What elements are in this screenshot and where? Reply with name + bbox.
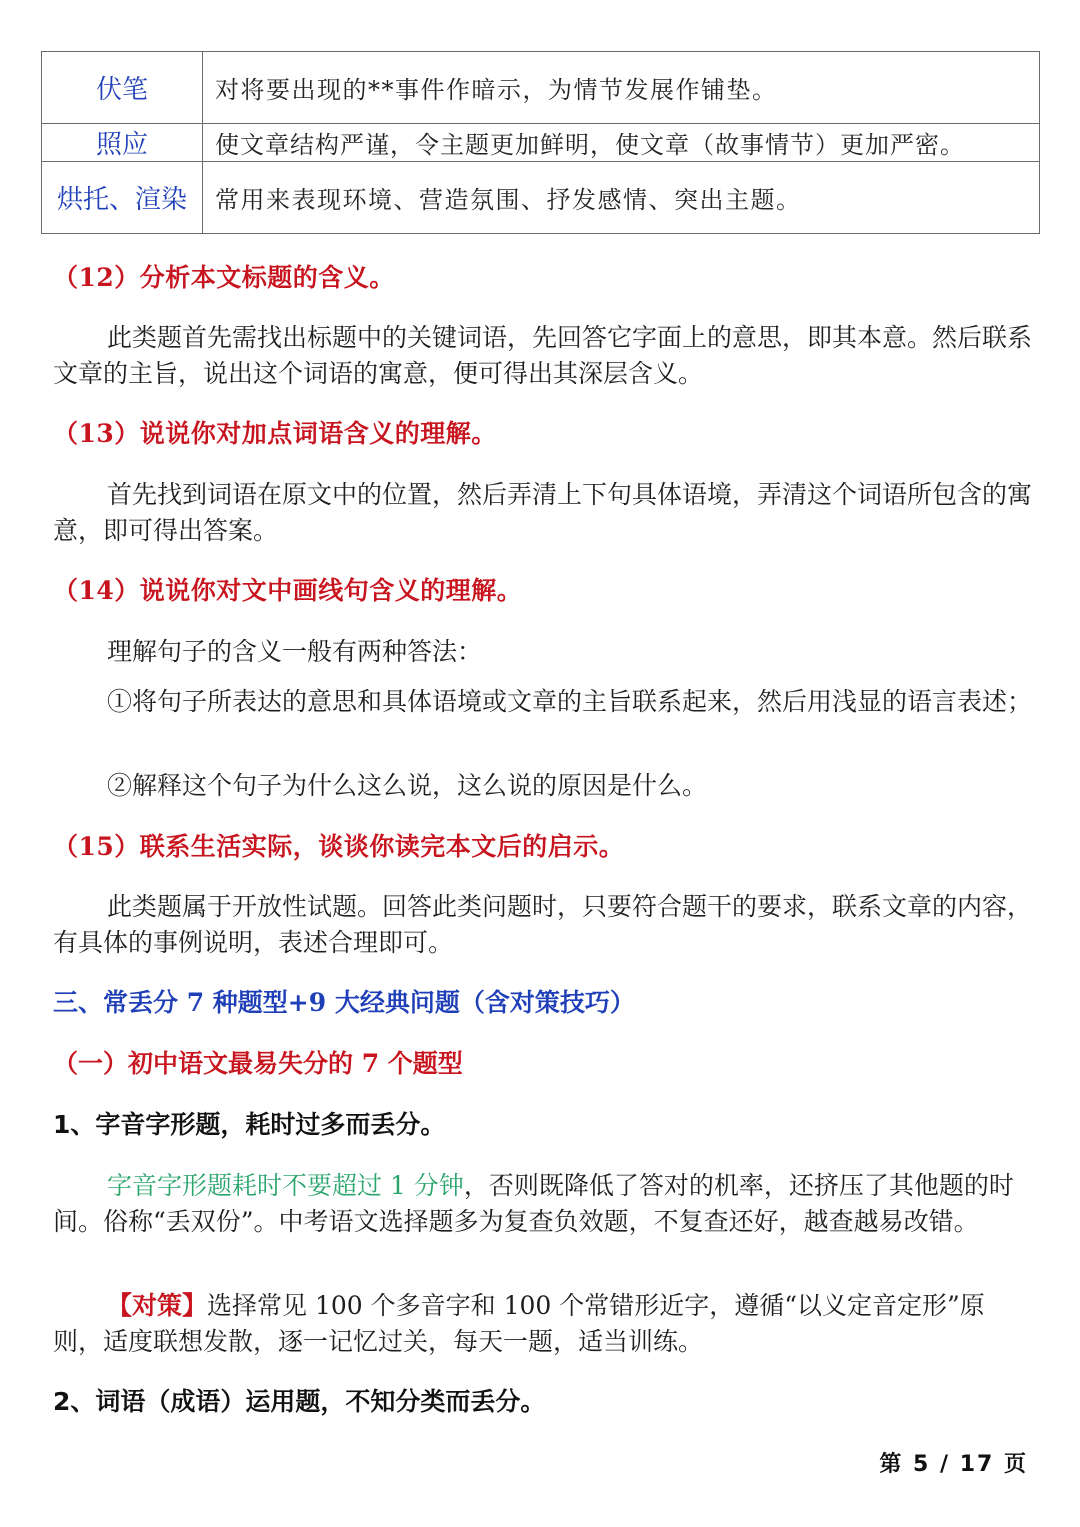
question-13-body: 首先找到词语在原文中的位置，然后弄清上下句具体语境，弄清这个词语所包含的寓意，即可得出答案。 [53, 480, 1033, 545]
question-14-item-2: ②解释这个句子为什么这么说，这么说的原因是什么。 [107, 771, 708, 800]
question-12-title: （12）分析本文标题的含义。 [53, 263, 395, 292]
desc-cell: 对将要出现的**事件作暗示，为情节发展作铺垫。 [203, 52, 1040, 124]
term-cell: 照应 [42, 124, 203, 162]
item-1-strategy [53, 1288, 1033, 1360]
item-1-heading: 1、字音字形题，耗时过多而丢分。 [53, 1110, 446, 1139]
question-15-title: （15）联系生活实际，谈谈你读完本文后的启示。 [53, 832, 625, 861]
term-cell: 烘托、渲染 [42, 162, 203, 234]
subsection-1-heading: （一）初中语文最易失分的 7 个题型 [53, 1049, 463, 1078]
highlight-text: 字音字形题耗时不要超过 1 分钟 [107, 1171, 464, 1200]
strategy-text: 选择常见 100 个多音字和 100 个常错形近字，遵循“以义定音定形”原则，适度联想发散，逐一记忆过关，每天一题，适当训练。 [53, 1291, 985, 1356]
question-12-body: 此类题首先需找出标题中的关键词语，先回答它字面上的意思，即其本意。然后联系文章的主旨，说出这个词语的寓意，便可得出其深层含义。 [53, 323, 1033, 388]
strategy-label: 【对策】 [107, 1291, 208, 1320]
question-13-title: （13）说说你对加点词语含义的理解。 [53, 419, 497, 448]
question-14-title: （14）说说你对文中画线句含义的理解。 [53, 576, 523, 605]
table-row [42, 162, 1040, 234]
literary-device-table [41, 51, 1040, 234]
term-cell: 伏笔 [42, 52, 203, 124]
desc-cell: 使文章结构严谨，令主题更加鲜明，使文章（故事情节）更加严密。 [203, 124, 1040, 162]
section-3-heading: 三、常丢分 7 种题型+9 大经典问题（含对策技巧） [53, 988, 635, 1017]
item-1-body [53, 1168, 1033, 1240]
item-1-body-text: ，否则既降低了答对的机率，还挤压了其他题的时间。俗称“丢双份”。中考语文选择题多为复查负效题，不复查还好，越查越易改错。 [53, 1171, 1014, 1236]
page-number: 第 5 / 17 页 [879, 1452, 1028, 1477]
desc-cell: 常用来表现环境、营造氛围、抒发感情、突出主题。 [203, 162, 1040, 234]
item-2-heading: 2、词语（成语）运用题，不知分类而丢分。 [53, 1387, 546, 1416]
table-row [42, 124, 1040, 162]
question-15-body: 此类题属于开放性试题。回答此类问题时，只要符合题干的要求，联系文章的内容，有具体的事例说明，表述合理即可。 [53, 892, 1033, 957]
question-14-item-1: ①将句子所表达的意思和具体语境或文章的主旨联系起来，然后用浅显的语言表述； [107, 687, 1033, 716]
question-14-intro: 理解句子的含义一般有两种答法： [107, 637, 483, 666]
table-row [42, 52, 1040, 124]
